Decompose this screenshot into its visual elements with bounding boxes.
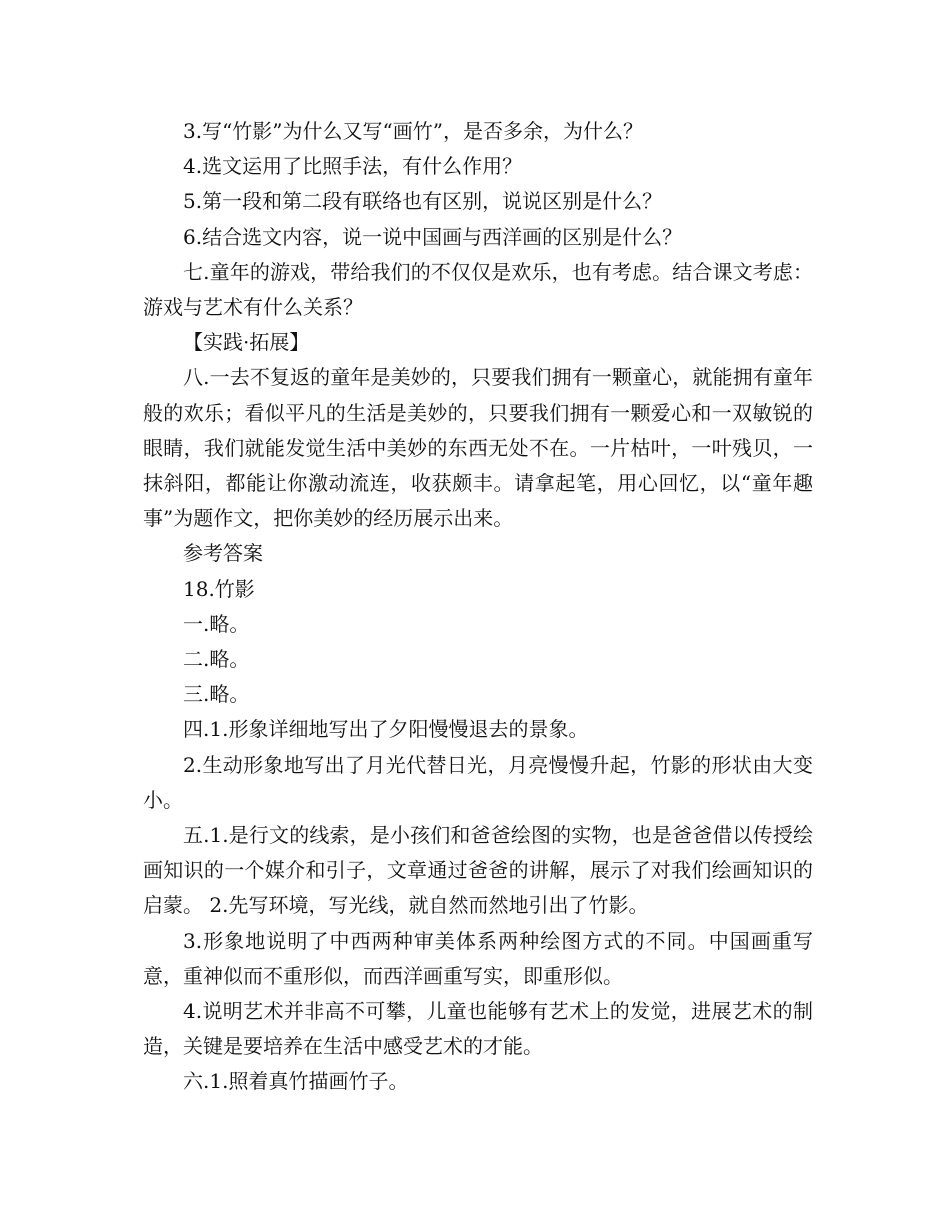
answer-five-1-2: 五.1.是行文的线索，是小孩们和爸爸绘图的实物，也是爸爸借以传授绘画知识的一个媒介和引子，文章通过爸爸的讲解，展示了对我们绘画知识的启蒙。 2.先写环境，写光线，就自然而然地引出了竹影。 (143, 823, 813, 918)
answer-three: 三.略。 (183, 682, 250, 707)
question-6: 6.结合选文内容，说一说中国画与西洋画的区别是什么？ (183, 224, 683, 249)
answers-lesson-title: 18.竹影 (183, 576, 255, 601)
question-5: 5.第一段和第二段有联络也有区别，说说区别是什么？ (183, 189, 663, 214)
question-3: 3.写“竹影”为什么又写“画竹”，是否多余，为什么？ (183, 119, 643, 143)
question-eight: 八.一去不复返的童年是美妙的，只要我们拥有一颗童心，就能拥有童年般的欢乐；看似平凡的生活是美妙的，只要我们拥有一颗爱心和一双敏锐的眼睛，我们就能发觉生活中美妙的东西无处不在。一片枯叶，一叶残贝，一抹斜阳，都能让你激动流连，收获颇丰。请拿起笔，用心回忆，以“童年趣事”为题作文，把你美妙的经历展示出来。 (143, 365, 813, 531)
answer-four-1: 四.1.形象详细地写出了夕阳慢慢退去的景象。 (183, 717, 589, 742)
answer-five-3: 3.形象地说明了中西两种审美体系两种绘图方式的不同。中国画重写意，重神似而不重形似，而西洋画重写实，即重形似。 (143, 928, 813, 988)
document-body (143, 114, 813, 1100)
section-heading-practice: 【实践·拓展】 (183, 330, 310, 355)
question-seven: 七.童年的游戏，带给我们的不仅仅是欢乐，也有考虑。结合课文考虑：游戏与艺术有什么关系？ (143, 259, 813, 320)
question-4: 4.选文运用了比照手法，有什么作用？ (183, 154, 523, 179)
answer-four-2: 2.生动形象地写出了月光代替日光，月亮慢慢升起，竹影的形状由大变小。 (143, 752, 813, 812)
answer-six-1: 六.1.照着真竹描画竹子。 (183, 1069, 409, 1094)
answers-heading: 参考答案 (183, 541, 263, 566)
answer-two: 二.略。 (183, 647, 250, 672)
answer-one: 一.略。 (183, 611, 250, 636)
answer-five-4: 4.说明艺术并非高不可攀，儿童也能够有艺术上的发觉，进展艺术的制造，关键是要培养在生活中感受艺术的才能。 (143, 999, 813, 1059)
